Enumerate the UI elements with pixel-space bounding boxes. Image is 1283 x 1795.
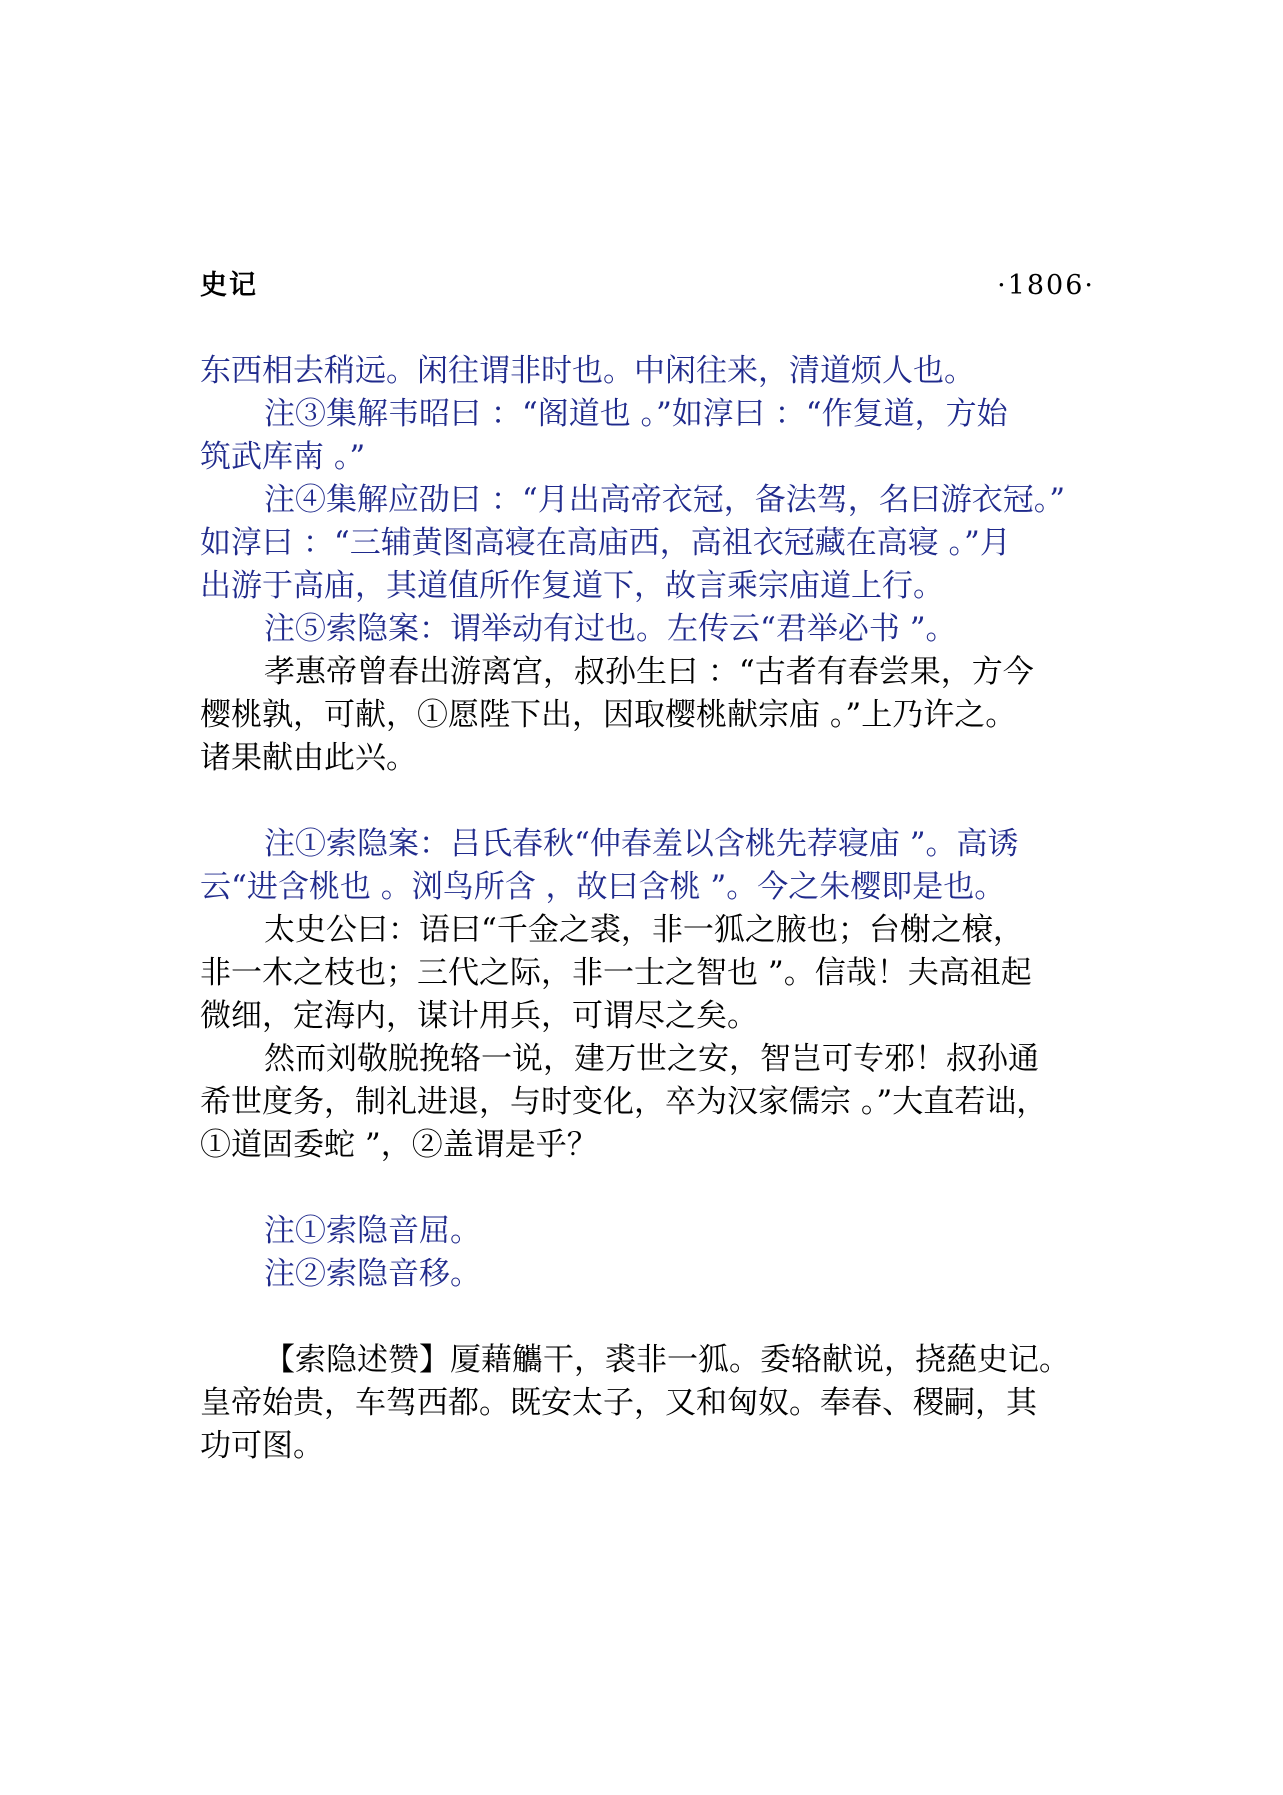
text-line: 注③集解韦昭曰 ：“阁道也 。”如淳曰 ：“作复道，方始	[264, 396, 1008, 432]
text-line: 注④集解应劭曰 ：“月出高帝衣冠，备法驾，名曰游衣冠。”	[264, 482, 1066, 518]
text-line: 注②索隐音移。	[264, 1256, 481, 1292]
main-paragraph-taishigong	[200, 909, 1130, 1038]
body-text	[200, 350, 1130, 1468]
book-title: 史记	[200, 270, 258, 301]
page-header	[200, 266, 1095, 306]
text-line: 如淳曰 ：“三辅黄图高寝在高庙西，高祖衣冠藏在高寝 。”月	[200, 525, 1011, 561]
paragraph-gap	[200, 1296, 1130, 1339]
note-3-jijie	[200, 393, 1130, 479]
text-line: 樱桃孰，可献，①愿陛下出，因取樱桃献宗庙 。”上乃许之。	[200, 697, 1017, 733]
text-line: 皇帝始贵，车驾西都。既安太子，又和匈奴。奉春、稷嗣，其	[200, 1385, 1037, 1421]
text-line: 太史公曰：语曰“千金之裘，非一狐之腋也；台榭之榱，	[264, 912, 1024, 948]
text-line: 孝惠帝曾春出游离宫，叔孙生曰 ：“古者有春尝果，方今	[264, 654, 1034, 690]
text-line: 希世度务，制礼进退，与时变化，卒为汉家儒宗 。”大直若诎，	[200, 1084, 1048, 1120]
text-line: 注①索隐音屈。	[264, 1213, 481, 1249]
main-paragraph-cherries	[200, 651, 1130, 780]
note-5-suoyin	[200, 608, 1130, 651]
text-line: 注①索隐案：吕氏春秋“仲春羞以含桃先荐寝庙 ”。高诱	[264, 826, 1019, 862]
text-line: 非一木之枝也；三代之际，非一士之智也 ”。信哉！夫高祖起	[200, 955, 1032, 991]
note-1-suoyin-qu	[200, 1210, 1130, 1253]
text-line: 出游于高庙，其道值所作复道下，故言乘宗庙道上行。	[200, 568, 944, 604]
text-line: 然而刘敬脱挽辂一说，建万世之安，智岂可专邪！叔孙通	[264, 1041, 1039, 1077]
text-line: 诸果献由此兴。	[200, 740, 417, 776]
page-number: ·1806·	[997, 270, 1095, 301]
text-line: 功可图。	[200, 1428, 324, 1464]
note-1-suoyin-lushi	[200, 823, 1130, 909]
paragraph-gap	[200, 780, 1130, 823]
note-2-suoyin-yi	[200, 1253, 1130, 1296]
text-line: 东西相去稍远。闲往谓非时也。中闲往来，清道烦人也。	[200, 353, 975, 389]
note-continuation	[200, 350, 1130, 393]
text-line: 云“进含桃也 。浏鸟所含 ，故曰含桃 ”。今之朱樱即是也。	[200, 869, 1006, 905]
note-4-jijie	[200, 479, 1130, 608]
text-line: 微细，定海内，谋计用兵，可谓尽之矣。	[200, 998, 758, 1034]
main-paragraph-liujing	[200, 1038, 1130, 1167]
text-line: 筑武库南 。”	[200, 439, 366, 475]
text-line: ①道固委蛇 ”，②盖谓是乎？	[200, 1127, 598, 1163]
paragraph-gap	[200, 1167, 1130, 1210]
text-line: 【索隐述赞】厦藉觿干，裘非一狐。委辂献说，挠蕝史记。	[264, 1342, 1070, 1378]
text-line: 注⑤索隐案：谓举动有过也。左传云“君举必书 ”。	[264, 611, 957, 647]
suoyin-shuzan-paragraph	[200, 1339, 1130, 1468]
